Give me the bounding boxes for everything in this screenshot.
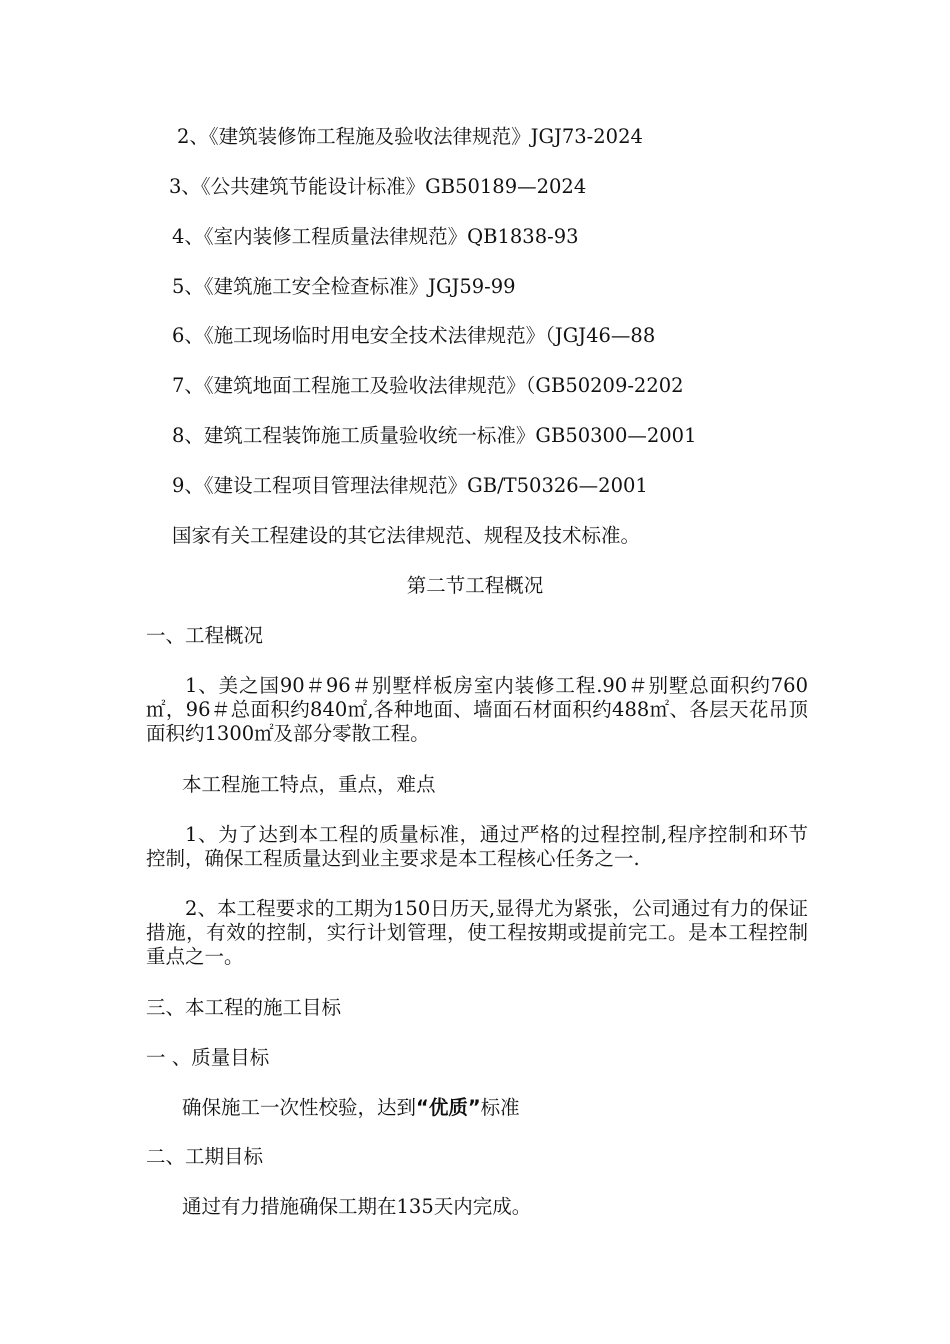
section-title: 第二节工程概况 [406, 574, 544, 597]
reference-item: 3、《公共建筑节能设计标准》GB50189—2024 [169, 175, 587, 198]
quality-highlight: “优质” [416, 1096, 481, 1119]
reference-item: 6、《施工现场临时用电安全技术法律规范》（JGJ46—88 [172, 324, 656, 347]
quality-suffix: 标准 [480, 1096, 520, 1119]
reference-item: 5、《建筑施工安全检查标准》JGJ59-99 [172, 275, 516, 298]
reference-item: 2、《建筑装修饰工程施及验收法律规范》JGJ73-2024 [177, 125, 643, 148]
other-standards-text: 国家有关工程建设的其它法律规范、规程及技术标准。 [172, 524, 641, 547]
reference-item: 4、《室内装修工程质量法律规范》QB1838-93 [172, 225, 579, 248]
targets-heading: 三、本工程的施工目标 [146, 996, 342, 1019]
quality-prefix: 确保施工一次性校验，达到 [182, 1096, 417, 1119]
reference-item: 7、《建筑地面工程施工及验收法律规范》（GB50209-2202 [172, 374, 684, 397]
feature-paragraph-1: 1、为了达到本工程的质量标准，通过严格的过程控制,程序控制和环节控制，确保工程质量达到业主要求是本工程核心任务之一. [146, 823, 808, 870]
features-heading: 本工程施工特点，重点，难点 [182, 773, 436, 796]
overview-paragraph: 1、美之国90＃96＃别墅样板房室内装修工程.90＃别墅总面积约760㎡，96＃总面积约840㎡,各种地面、墙面石材面积约488㎡、各层天花吊顶面积约1300㎡及部分零散工程。 [146, 674, 808, 745]
reference-item: 9、《建设工程项目管理法律规范》GB/T50326—2001 [172, 474, 648, 497]
schedule-target-text: 通过有力措施确保工期在135天内完成。 [182, 1195, 532, 1218]
feature-paragraph-2: 2、本工程要求的工期为150日历天,显得尤为紧张，公司通过有力的保证措施，有效的控制，实行计划管理，使工程按期或提前完工。是本工程控制重点之一。 [146, 897, 808, 968]
overview-heading: 一、工程概况 [146, 624, 264, 647]
schedule-heading: 二、工期目标 [146, 1145, 264, 1168]
quality-target-text [182, 1096, 520, 1120]
quality-heading: 一 、质量目标 [146, 1046, 270, 1069]
reference-item: 8、建筑工程装饰施工质量验收统一标准》GB50300—2001 [172, 424, 697, 447]
